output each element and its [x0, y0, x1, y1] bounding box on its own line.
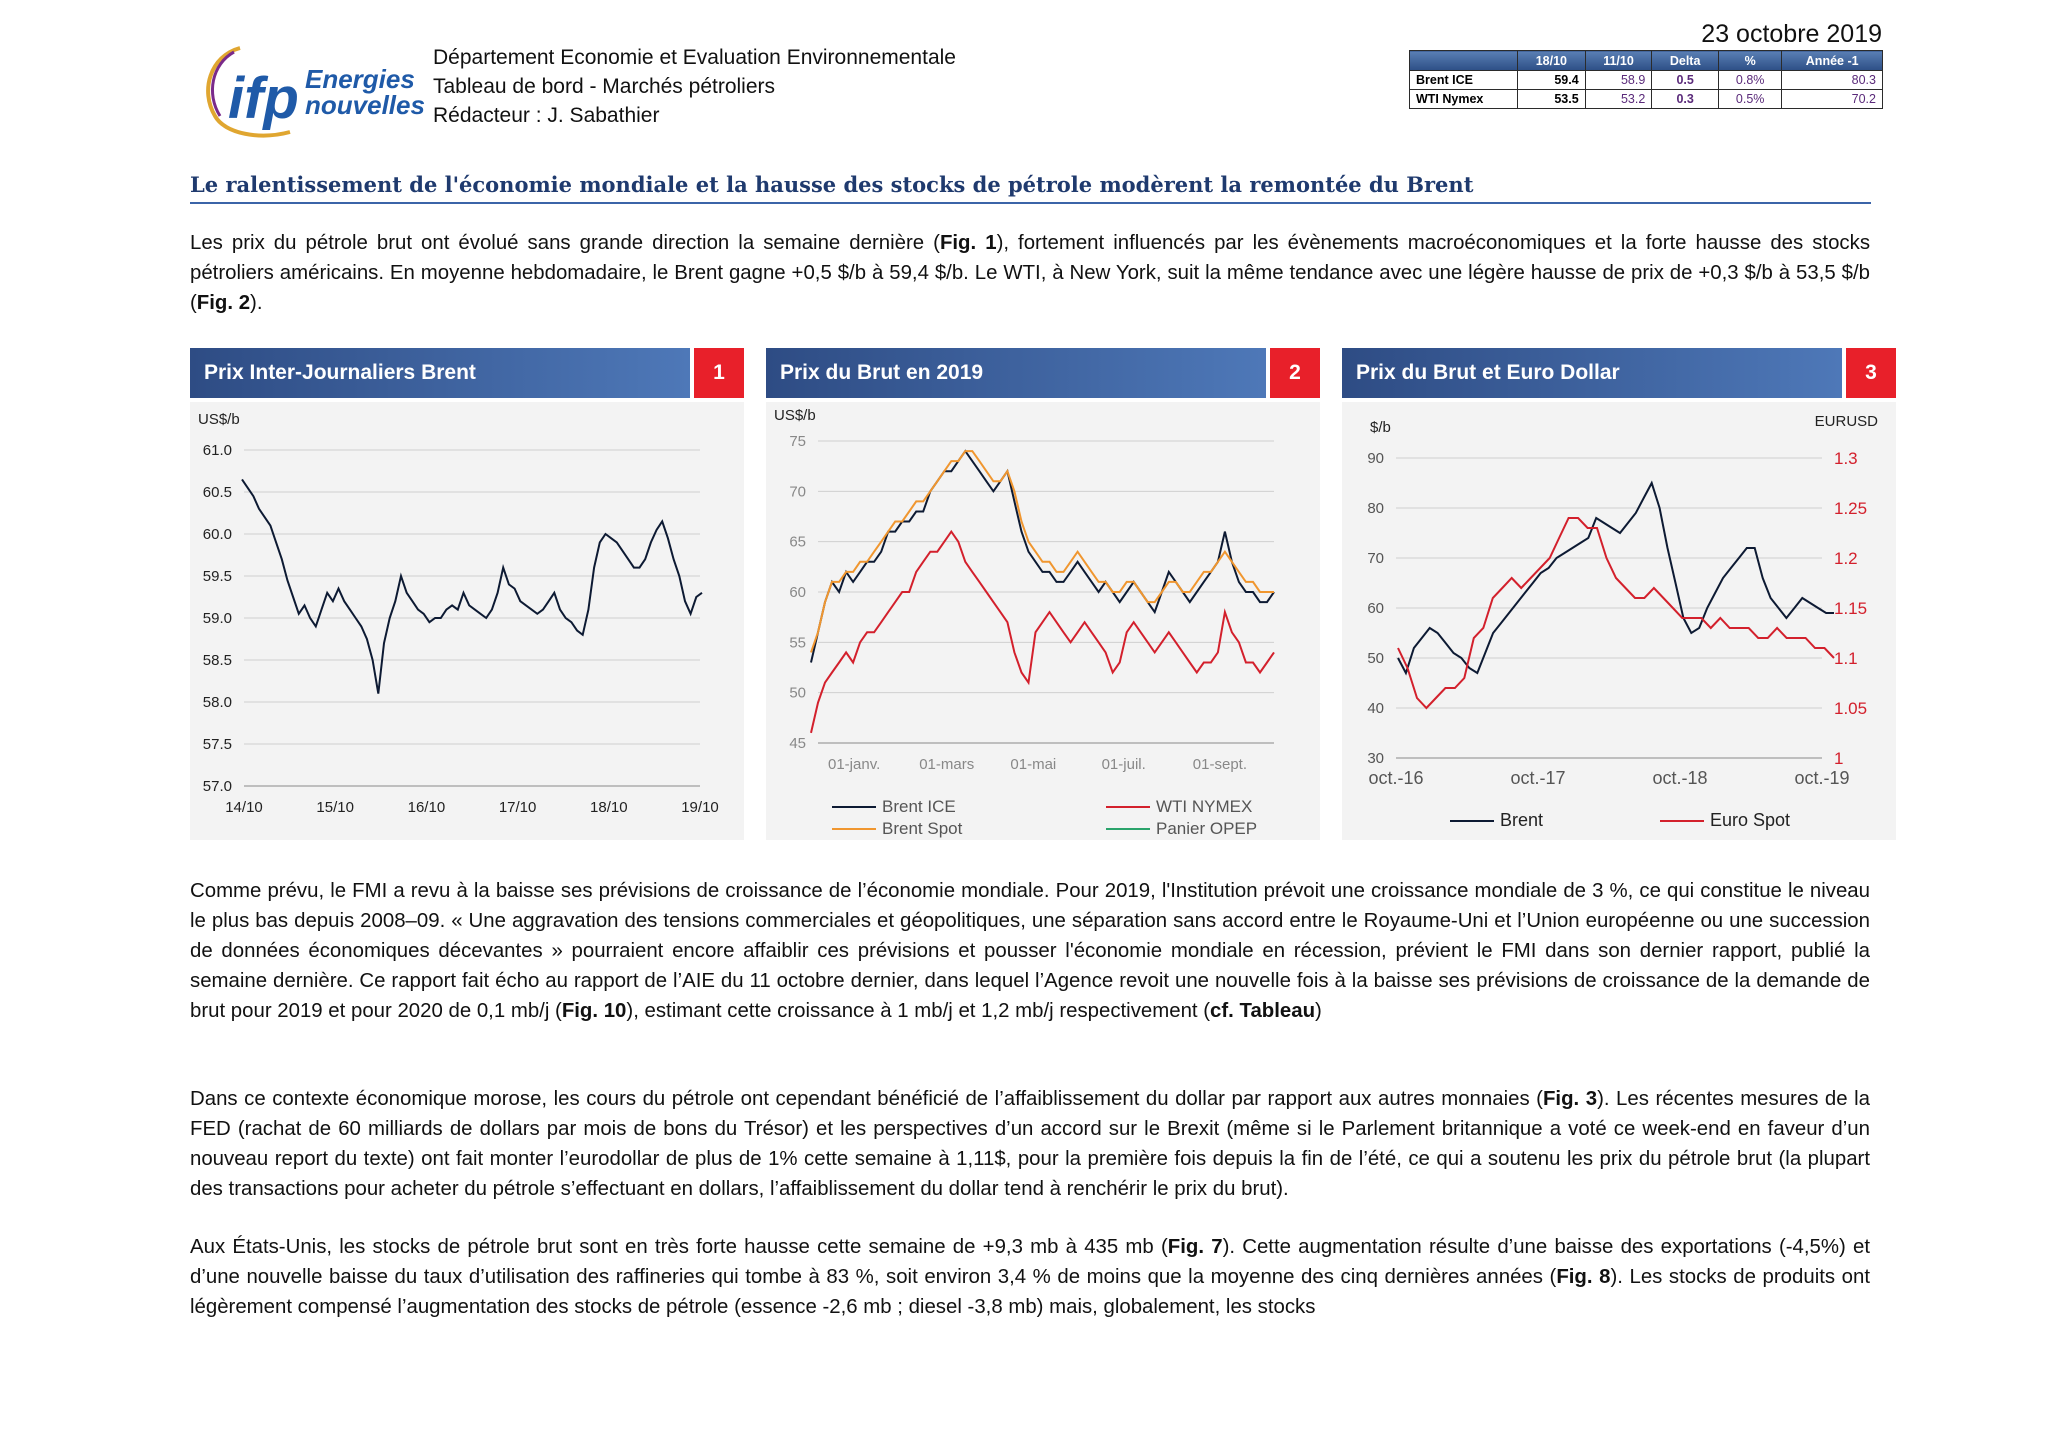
- legend-label: Euro Spot: [1710, 810, 1791, 830]
- logo-mark: ifp: [228, 66, 299, 131]
- cell: 58.9: [1585, 71, 1652, 90]
- x-tick-label: 01-juil.: [1101, 756, 1146, 773]
- panel-1-number: 1: [694, 348, 744, 398]
- x-tick-label: 01-sept.: [1192, 756, 1248, 773]
- row-name: Brent ICE: [1410, 71, 1518, 90]
- chart-brent-intraday: [190, 402, 744, 840]
- chart-crude-eurusd: [1342, 402, 1896, 840]
- paragraph-1: [190, 228, 1870, 318]
- text: ), estimant cette croissance à 1 mb/j et 1,2 mb/j respectivement (: [626, 1000, 1211, 1022]
- legend-label: Brent Spot: [882, 819, 963, 838]
- dept-name: Département Economie et Evaluation Environnementale: [433, 46, 956, 69]
- ifpen-logo-graphic: [200, 36, 425, 141]
- x-tick-label: 01-mars: [919, 756, 975, 773]
- legend-label: Brent: [1500, 810, 1544, 830]
- panel-3-number: 3: [1846, 348, 1896, 398]
- cell: 0.8%: [1718, 71, 1781, 90]
- text: ). Cette augmentation résulte d’une baisse des exportations (-4,5%) et d’une nouvelle baisse du taux d’utilisation des raffineries qui tombe à 83 %, soit environ 3,4 % de moins que la moyenne des cinq dernières années (: [190, 1236, 1871, 1288]
- y-tick-label: 58.5: [202, 652, 232, 669]
- text: Comme prévu, le FMI a revu à la baisse ses prévisions de croissance de l’économie mondiale. Pour 2019, l'Institution prévoit une croissance mondiale de 3 %, ce qui constitue le niveau le plus bas depuis 2008–09. « Une aggravation des tensions commerciales et géopolitiques, une séparation sans accord entre le Royaume-Uni et l’Union européenne ou une succession de données économiques décevantes » pourraient encore affaiblir ces prévisions et pousser l'économie mondiale en récession, prévient le FMI dans son dernier rapport, publié la semaine dernière. Ce rapport fait écho au rapport de l’AIE du 11 octobre dernier, dans lequel l’Agence revoit une nouvelle fois à la baisse ses prévisions de croissance de la demande de brut pour 2019 et pour 2020 de 0,1 mb/j (: [190, 880, 1870, 1022]
- panel-1-title: Prix Inter-Journaliers Brent: [190, 348, 690, 398]
- table-header: 11/10: [1585, 51, 1652, 71]
- y-tick-label: 55: [789, 634, 806, 652]
- cell: 0.5%: [1718, 90, 1781, 109]
- text: ).: [250, 292, 263, 314]
- chart-1-box: [190, 402, 744, 840]
- y-tick-label: 59.5: [202, 568, 232, 585]
- table-header: Delta: [1652, 51, 1719, 71]
- x-tick-label: 18/10: [590, 799, 628, 816]
- y-tick-label: 59.0: [202, 610, 232, 627]
- text: Dans ce contexte économique morose, les cours du pétrole ont cependant bénéficié de l’affaiblissement du dollar par rapport aux autres monnaies (: [190, 1088, 1543, 1110]
- report-date: 23 octobre 2019: [1701, 20, 1882, 48]
- y-axis-label: US$/b: [198, 411, 240, 428]
- x-tick-label: oct.-17: [1510, 768, 1566, 788]
- cell: 53.5: [1518, 90, 1586, 109]
- y-tick-label: 45: [789, 735, 806, 752]
- fig-ref: Fig. 1: [939, 232, 997, 254]
- x-tick-label: 01-mai: [1010, 756, 1057, 773]
- y-tick-label: 30: [1367, 750, 1384, 767]
- series-line-0: [242, 479, 702, 693]
- y-tick-label: 40: [1367, 700, 1384, 717]
- title-divider: [190, 202, 1871, 204]
- y-tick-label: 65: [789, 533, 806, 551]
- y2-tick-label: 1.3: [1834, 449, 1858, 468]
- y2-tick-label: 1: [1834, 749, 1844, 768]
- x-tick-label: oct.-16: [1368, 768, 1424, 788]
- y-tick-label: 57.0: [202, 778, 232, 795]
- x-tick-label: 19/10: [681, 799, 719, 816]
- cell: 53.2: [1585, 90, 1652, 109]
- cell: 80.3: [1782, 71, 1883, 90]
- fig-ref: Fig. 8: [1556, 1266, 1611, 1288]
- row-name: WTI Nymex: [1410, 90, 1518, 109]
- y-tick-label: 60.0: [202, 526, 232, 543]
- text: Les prix du pétrole brut ont évolué sans grande direction la semaine dernière (: [190, 232, 940, 254]
- y-tick-label: 60: [1367, 600, 1384, 617]
- y2-tick-label: 1.1: [1834, 649, 1858, 668]
- table-header: Année -1: [1782, 51, 1883, 71]
- fig-ref: Fig. 3: [1542, 1088, 1598, 1110]
- table-row: [1410, 90, 1883, 109]
- y-tick-label: 75: [789, 433, 806, 450]
- y-tick-label: 60: [789, 584, 806, 601]
- y2-tick-label: 1.25: [1834, 499, 1868, 518]
- chart-crude-2019: [766, 402, 1320, 840]
- chart-3-box: [1342, 402, 1896, 840]
- text: ): [1315, 1000, 1322, 1022]
- board-name: Tableau de bord - Marchés pétroliers: [433, 75, 776, 98]
- y2-tick-label: 1.2: [1834, 549, 1858, 568]
- y-tick-label: 80: [1367, 500, 1384, 517]
- panel-2-title: Prix du Brut en 2019: [766, 348, 1266, 398]
- table-header-row: [1410, 51, 1883, 71]
- chart-2-box: [766, 402, 1320, 840]
- fig-ref: Fig. 7: [1167, 1236, 1223, 1258]
- table-header: %: [1718, 51, 1781, 71]
- y-tick-label: 57.5: [202, 736, 232, 753]
- article-title: Le ralentissement de l'économie mondiale et la hausse des stocks de pétrole modèrent la remontée du Brent: [190, 172, 1474, 197]
- series-line-euro-spot: [1398, 518, 1834, 708]
- text: ), fortement influencés par les évènements macroéconomiques et la forte hausse des stocks pétroliers américains. En moyenne hebdomadaire, le Brent gagne +0,5 $/b à 59,4 $/b. Le WTI, à New York, suit la même tendance avec une légère hausse de prix de +0,3 $/b à 53,5 $/b (: [190, 232, 1871, 314]
- y-tick-label: 50: [1367, 650, 1384, 667]
- y-axis-label: $/b: [1370, 419, 1391, 436]
- x-tick-label: oct.-19: [1794, 768, 1850, 788]
- y-tick-label: 70: [1367, 550, 1384, 567]
- legend-label: Panier OPEP: [1156, 819, 1258, 838]
- paragraph-4: [190, 1232, 1870, 1322]
- y-tick-label: 61.0: [202, 442, 232, 459]
- y2-tick-label: 1.15: [1834, 599, 1868, 618]
- logo-energies: Energies: [305, 64, 415, 94]
- panel-3-title: Prix du Brut et Euro Dollar: [1342, 348, 1842, 398]
- ifpen-logo: [200, 36, 425, 141]
- fig-ref: cf. Tableau: [1210, 1000, 1316, 1022]
- market-summary-table: [1409, 50, 1883, 109]
- fig-ref: Fig. 10: [561, 1000, 627, 1022]
- cell: 0.5: [1652, 71, 1719, 90]
- y-axis-label: US$/b: [774, 407, 816, 424]
- paragraph-3: [190, 1084, 1870, 1204]
- series-line-brent-ice: [811, 451, 1274, 662]
- logo-nouvelles: nouvelles: [305, 90, 425, 120]
- y-tick-label: 90: [1367, 450, 1384, 467]
- x-tick-label: 14/10: [225, 799, 263, 816]
- x-tick-label: oct.-18: [1652, 768, 1708, 788]
- x-tick-label: 01-janv.: [828, 756, 881, 773]
- fig-ref: Fig. 2: [196, 292, 251, 314]
- x-tick-label: 16/10: [407, 799, 446, 816]
- y-tick-label: 50: [789, 684, 806, 702]
- table-header: [1410, 51, 1518, 71]
- legend-label: Brent ICE: [882, 797, 956, 816]
- y-tick-label: 58.0: [202, 694, 232, 711]
- x-tick-label: 15/10: [316, 799, 354, 816]
- cell: 0.3: [1652, 90, 1719, 109]
- x-tick-label: 17/10: [498, 799, 537, 816]
- y-tick-label: 60.5: [202, 484, 232, 501]
- author: Rédacteur : J. Sabathier: [433, 104, 660, 127]
- text: ). Les récentes mesures de la FED (rachat de 60 milliards de dollars par mois de bons du Trésor) et les perspectives d’un accord sur le Brexit (même si le Parlement britannique a voté ce week-end en faveur d’un nouveau report du texte) ont fait monter l’eurodollar de plus de 1% cette semaine à 1,11$, pour la première fois depuis la fin de l’été, ce qui a soutenu les prix du pétrole brut (la plupart des transactions pour acheter du pétrole s’effectuant en dollars, l’affaiblissement du dollar tend à renchérir le prix du brut).: [190, 1088, 1870, 1200]
- y-tick-label: 70: [789, 483, 806, 501]
- y2-axis-label: EURUSD: [1814, 413, 1878, 430]
- text: ). Les stocks de produits ont légèrement compensé l’augmentation des stocks de pétrole (essence -2,6 mb ; diesel -3,8 mb) mais, globalement, les stocks: [190, 1266, 1870, 1318]
- cell: 59.4: [1518, 71, 1586, 90]
- cell: 70.2: [1782, 90, 1883, 109]
- text: Aux États-Unis, les stocks de pétrole brut sont en très forte hausse cette semaine de +9,3 mb à 435 mb (: [190, 1236, 1168, 1258]
- paragraph-2: [190, 876, 1870, 1026]
- table-row: [1410, 71, 1883, 90]
- y2-tick-label: 1.05: [1834, 699, 1868, 718]
- legend-label: WTI NYMEX: [1156, 797, 1253, 816]
- panel-2-number: 2: [1270, 348, 1320, 398]
- table-header: 18/10: [1518, 51, 1586, 71]
